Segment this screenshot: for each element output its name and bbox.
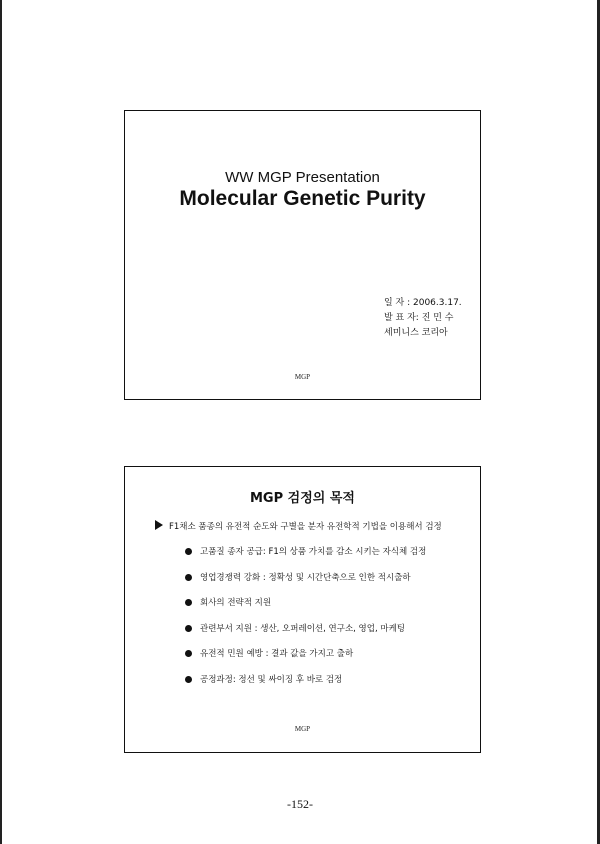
list-item	[185, 622, 426, 648]
bullet-dot-icon	[185, 676, 192, 683]
bullet-dot-icon	[185, 548, 192, 555]
bullet-dot-icon	[185, 599, 192, 606]
list-item	[185, 647, 426, 673]
list-item-text: 관련부서 지원 : 생산, 오퍼레이션, 연구소, 영업, 마케팅	[200, 623, 406, 634]
slide-footer: MGP	[294, 373, 311, 381]
list-item-text: 영업경쟁력 강화 : 정확성 및 시간단축으로 인한 적시출하	[200, 572, 411, 583]
bullet-dot-icon	[185, 625, 192, 632]
list-item-text: 회사의 전략적 지원	[200, 598, 272, 608]
presenter-line: 발 표 자: 진 민 수	[384, 313, 454, 323]
scan-edge-left	[0, 0, 2, 844]
slide-heading: MGP 검정의 목적	[250, 491, 355, 506]
list-item	[185, 571, 426, 597]
list-item	[185, 673, 426, 699]
list-item-text: 유전적 민원 예방 : 결과 값을 가지고 출하	[200, 649, 354, 659]
objective-list	[185, 545, 426, 698]
bullet-dot-icon	[185, 574, 192, 581]
list-item-text: 고품질 종자 공급: F1의 상품 가치를 감소 시키는 자식체 검정	[200, 547, 427, 557]
list-item	[185, 596, 426, 622]
list-item	[185, 545, 426, 571]
presentation-subtitle: WW MGP Presentation	[225, 169, 380, 186]
slide-objectives	[124, 466, 481, 753]
company-line: 세미니스 코리아	[384, 328, 448, 338]
date-line: 일 자 : 2006.3.17.	[384, 298, 462, 308]
page-number: -152-	[287, 797, 313, 811]
lead-statement	[155, 520, 442, 532]
slide-title	[124, 110, 481, 400]
presentation-meta	[384, 296, 462, 341]
bullet-dot-icon	[185, 650, 192, 657]
lead-text: F1채소 품종의 유전적 순도와 구별을 분자 유전학적 기법을 이용해서 검정	[169, 522, 442, 532]
slide-footer: MGP	[294, 725, 311, 733]
list-item-text: 공정과정: 정선 및 싸이징 후 바로 검정	[200, 674, 343, 685]
arrow-bullet-icon	[155, 520, 163, 530]
presentation-title: Molecular Genetic Purity	[179, 187, 426, 210]
